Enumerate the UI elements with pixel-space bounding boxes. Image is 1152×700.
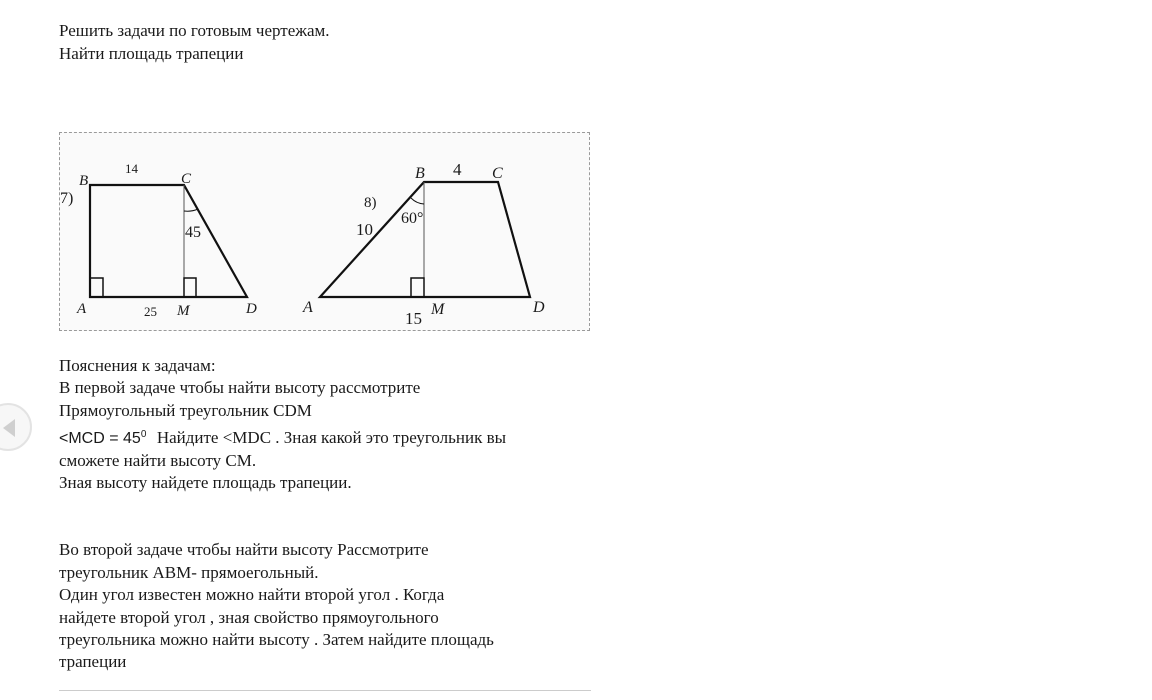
degree-sup: 0 xyxy=(140,429,147,440)
trapezoid-1-outline xyxy=(90,185,247,297)
trapezoid-1 xyxy=(60,161,257,319)
explanation-title: Пояснения к задачам: xyxy=(59,356,216,375)
vertex-c-1: C xyxy=(181,171,192,187)
explanation-1-line-4: сможете найти высоту CM. xyxy=(59,451,257,470)
task-subtitle: Найти площадь трапеции xyxy=(59,44,244,63)
divider xyxy=(59,690,591,691)
explanation-1-line-1: В первой задаче чтобы найти высоту рассмотрите xyxy=(59,378,421,397)
bc-length-1: 14 xyxy=(125,161,138,176)
angle-60-arc xyxy=(411,198,424,204)
trapezoid-2 xyxy=(302,160,545,328)
explanation-2-line-2: треугольник ABM- прямоегольный. xyxy=(59,563,319,582)
angle-mcd-text: <MCD = 45 xyxy=(59,430,141,447)
vertex-b-2: B xyxy=(415,165,425,182)
chevron-left-icon xyxy=(3,419,15,437)
angle-45-arc xyxy=(184,209,198,211)
vertex-c-2: C xyxy=(492,165,503,182)
task-title: Решить задачи по готовым чертежам. xyxy=(59,21,330,40)
problem-1-number: 7) xyxy=(60,190,74,207)
vertex-d-1: D xyxy=(246,301,257,317)
explanation-2-line-6: трапеции xyxy=(59,652,127,671)
angle-60-label: 60° xyxy=(401,210,424,227)
right-angle-a-mark xyxy=(90,278,103,297)
right-angle-m-mark xyxy=(184,278,196,297)
explanation-2-line-3: Один угол известен можно найти второй угол . Когда xyxy=(59,585,445,604)
vertex-d-2: D xyxy=(533,299,545,316)
vertex-b-1: B xyxy=(79,173,89,189)
am-length-2: 15 xyxy=(405,309,422,328)
drawings-figure xyxy=(59,132,590,331)
trapezoid-2-outline xyxy=(320,182,530,297)
explanation-2-line-4: найдете второй угол , зная свойство прямоугольного xyxy=(59,608,439,627)
drawings-svg xyxy=(60,133,591,332)
vertex-a-2: A xyxy=(303,299,313,316)
find-mdc-text: Найдите <MDC . Зная какой это треугольник вы xyxy=(156,428,507,447)
problem-2-number: 8) xyxy=(364,195,377,211)
am-length-1: 25 xyxy=(144,304,157,319)
back-arrow-button[interactable] xyxy=(0,403,32,451)
ab-length-2: 10 xyxy=(356,220,373,239)
right-angle-m2-mark xyxy=(411,278,424,297)
vertex-m-1: M xyxy=(177,303,190,319)
vertex-a-1: A xyxy=(77,301,87,317)
bc-length-2: 4 xyxy=(453,160,462,179)
explanation-2-line-1: Во второй задаче чтобы найти высоту Рассмотрите xyxy=(59,540,429,559)
vertex-m-2: M xyxy=(431,301,445,318)
explanation-2-line-5: треугольника можно найти высоту . Затем найдите площадь xyxy=(59,630,494,649)
explanation-1-line-2: Прямоугольный треугольник CDM xyxy=(59,401,312,420)
explanation-1-line-5: Зная высоту найдете площадь трапеции. xyxy=(59,473,352,492)
angle-45-label: 45 xyxy=(185,224,201,241)
explanation-1-line-3 xyxy=(59,424,506,450)
